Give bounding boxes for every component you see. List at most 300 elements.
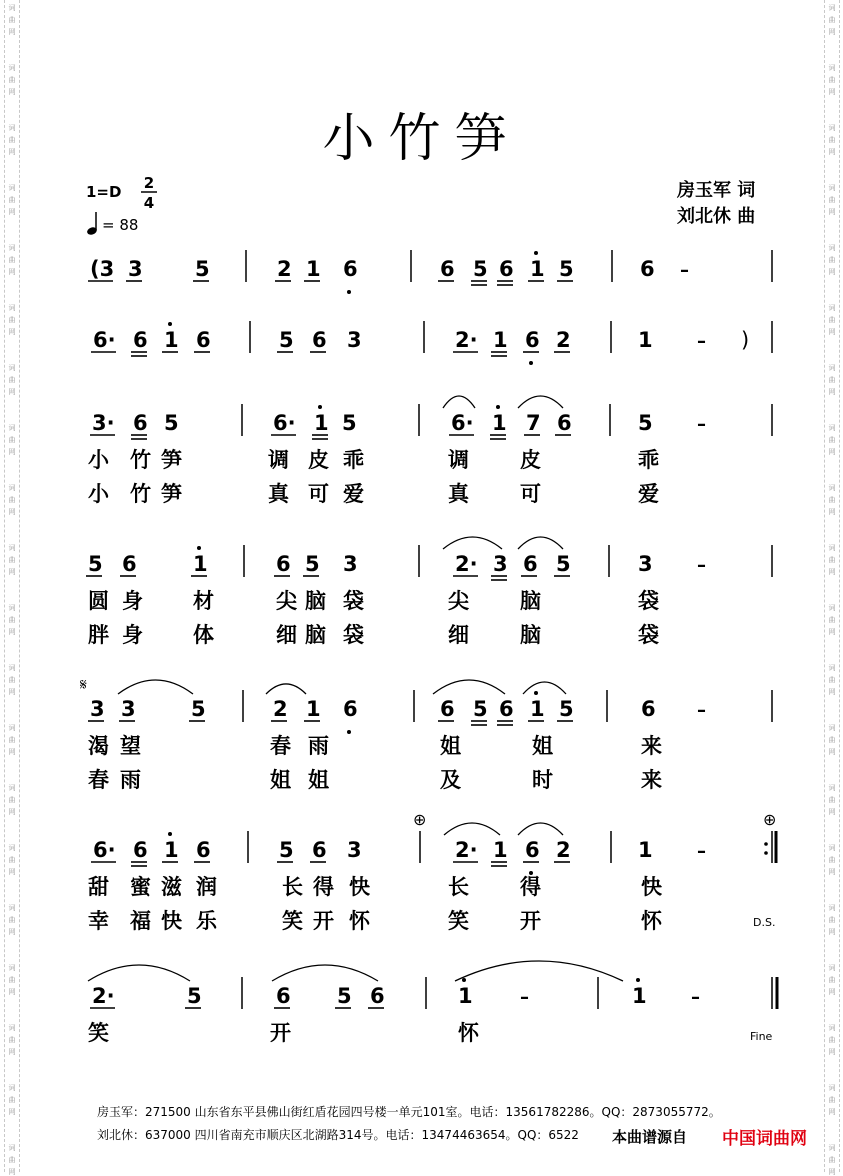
- watermark-char: 曲: [828, 856, 836, 864]
- watermark-char: 曲: [8, 856, 16, 864]
- lyric-char: 竹: [130, 448, 151, 472]
- watermark-char: 网: [8, 448, 16, 456]
- note-numeral: 5: [337, 984, 352, 1008]
- coda-sign: ⊕: [763, 810, 777, 829]
- watermark-char: 网: [8, 1048, 16, 1056]
- watermark-char: 词: [8, 364, 16, 372]
- lyric-char: 笑: [282, 909, 303, 933]
- watermark-char: 曲: [8, 136, 16, 144]
- note-numeral: 6: [523, 552, 538, 576]
- lyric-char: 怀: [458, 1021, 479, 1045]
- lyric-char: 雨: [308, 734, 329, 758]
- note-numeral: 6: [196, 838, 211, 862]
- lyric-char: 得: [520, 875, 541, 899]
- lyric-char: 姐: [308, 768, 329, 792]
- lyric-char: 脑: [520, 623, 541, 647]
- watermark-char: 网: [8, 148, 16, 156]
- octave-dot-below: [347, 730, 351, 734]
- lyric-char: 袋: [343, 623, 364, 647]
- lyric-char: 笑: [88, 1021, 109, 1045]
- slur-tie: [518, 396, 563, 408]
- watermark-char: 词: [8, 964, 16, 972]
- lyric-char: 笑: [448, 909, 469, 933]
- lyric-char: 姐: [270, 768, 291, 792]
- lyric-char: 尖: [448, 589, 469, 613]
- lyric-char: 真: [448, 482, 469, 506]
- slur-tie: [523, 682, 566, 694]
- note-numeral: 5: [191, 697, 206, 721]
- note-numeral: 6: [640, 257, 655, 281]
- lyric-char: 袋: [638, 623, 659, 647]
- note-numeral: 1: [638, 838, 653, 862]
- watermark-char: 词: [828, 964, 836, 972]
- watermark-char: 词: [8, 904, 16, 912]
- octave-dot-above: [496, 405, 500, 409]
- note-numeral: 5: [187, 984, 202, 1008]
- watermark-char: 词: [8, 1144, 16, 1152]
- watermark-char: 曲: [8, 496, 16, 504]
- note-numeral: 6·: [93, 838, 116, 862]
- footer-composer-address: 刘北休：637000 四川省南充市顺庆区北湖路314号。电话：13474463654。QQ：6522: [97, 1128, 579, 1142]
- watermark-char: 曲: [8, 796, 16, 804]
- watermark-char: 词: [8, 544, 16, 552]
- watermark-char: 词: [8, 244, 16, 252]
- time-signature-top: 2: [143, 174, 155, 192]
- watermark-char: 网: [8, 628, 16, 636]
- watermark-char: 网: [828, 748, 836, 756]
- lyric-char: 圆: [88, 589, 109, 613]
- watermark-char: 词: [8, 304, 16, 312]
- watermark-char: 曲: [828, 136, 836, 144]
- note-numeral: 6: [641, 697, 656, 721]
- watermark-char: 曲: [828, 436, 836, 444]
- note-numeral: 5: [305, 552, 320, 576]
- octave-dot-below: [347, 290, 351, 294]
- watermark-char: 网: [828, 208, 836, 216]
- slur-tie: [433, 680, 505, 694]
- note-numeral: 2: [273, 697, 288, 721]
- watermark-char: 网: [8, 688, 16, 696]
- slur-tie: [88, 965, 190, 981]
- lyric-char: 爱: [343, 482, 364, 506]
- watermark-char: 词: [828, 664, 836, 672]
- watermark-char: 网: [828, 928, 836, 936]
- fine-marking: Fine: [750, 1030, 773, 1043]
- watermark-char: 曲: [828, 316, 836, 324]
- lyric-char: 乖: [638, 448, 659, 472]
- watermark-char: 曲: [828, 1096, 836, 1104]
- watermark-char: 词: [8, 604, 16, 612]
- lyric-char: 调: [268, 448, 289, 472]
- watermark-char: 曲: [828, 376, 836, 384]
- lyric-char: 姐: [532, 734, 553, 758]
- watermark-char: 网: [8, 28, 16, 36]
- watermark-char: 曲: [828, 736, 836, 744]
- note-numeral: 3: [343, 552, 358, 576]
- lyric-char: 春: [88, 768, 109, 792]
- note-numeral: 6: [343, 257, 358, 281]
- watermark-char: 网: [8, 508, 16, 516]
- octave-dot-above: [534, 251, 538, 255]
- watermark-char: 曲: [8, 1096, 16, 1104]
- note-numeral: 2·: [455, 328, 478, 352]
- lyric-char: 春: [270, 734, 291, 758]
- lyric-char: 皮: [308, 448, 329, 472]
- lyric-char: 开: [313, 909, 334, 933]
- repeat-dot: [764, 842, 768, 846]
- watermark-char: 词: [828, 364, 836, 372]
- lyric-char: 长: [448, 875, 469, 899]
- lyric-char: 甜: [88, 875, 109, 899]
- lyric-char: 福: [130, 909, 151, 933]
- lyric-char: 得: [313, 875, 334, 899]
- watermark-char: 网: [8, 268, 16, 276]
- note-numeral: 6: [312, 328, 327, 352]
- watermark-char: 曲: [8, 1036, 16, 1044]
- sustain-dash: –: [697, 414, 706, 435]
- note-numeral: 2: [556, 328, 571, 352]
- lyric-char: 蜜: [130, 875, 151, 899]
- note-numeral: 6: [196, 328, 211, 352]
- watermark-char: 词: [828, 1084, 836, 1092]
- watermark-char: 词: [8, 184, 16, 192]
- note-numeral: 5: [88, 552, 103, 576]
- note-numeral: 6: [343, 697, 358, 721]
- watermark-char: 网: [828, 448, 836, 456]
- key-signature: 1=D: [86, 183, 122, 201]
- lyric-char: 滋: [161, 875, 182, 899]
- lyric-char: 体: [193, 623, 214, 647]
- watermark-char: 词: [8, 4, 16, 12]
- watermark-char: 词: [828, 484, 836, 492]
- note-numeral: 6: [122, 552, 137, 576]
- watermark-char: 词: [828, 844, 836, 852]
- note-numeral: 1: [193, 552, 208, 576]
- note-numeral: 6: [525, 838, 540, 862]
- watermark-char: 网: [828, 868, 836, 876]
- note-numeral: 5: [473, 697, 488, 721]
- lyric-char: 雨: [120, 768, 141, 792]
- watermark-char: 词: [828, 64, 836, 72]
- note-numeral: 3: [347, 838, 362, 862]
- lyric-char: 乖: [343, 448, 364, 472]
- repeat-dot: [764, 851, 768, 855]
- watermark-char: 网: [8, 208, 16, 216]
- note-numeral: 3: [128, 257, 143, 281]
- lyric-char: 袋: [343, 589, 364, 613]
- lyric-char: 望: [120, 734, 141, 758]
- watermark-char: 网: [828, 1168, 836, 1176]
- note-numeral: 5: [559, 697, 574, 721]
- octave-dot-above: [168, 322, 172, 326]
- watermark-char: 曲: [828, 916, 836, 924]
- watermark-char: 网: [828, 1108, 836, 1116]
- watermark-char: 曲: [828, 1156, 836, 1164]
- lyric-char: 小: [88, 482, 109, 506]
- watermark-char: 网: [8, 328, 16, 336]
- note-numeral: 3: [121, 697, 136, 721]
- octave-dot-above: [534, 691, 538, 695]
- watermark-char: 曲: [8, 616, 16, 624]
- note-numeral: 6: [133, 411, 148, 435]
- lyric-char: 快: [161, 909, 182, 933]
- composer-credit: 刘北休 曲: [677, 206, 756, 227]
- lyric-char: 调: [448, 448, 469, 472]
- note-numeral: 1: [164, 838, 179, 862]
- watermark-char: 网: [8, 748, 16, 756]
- watermark-char: 词: [8, 424, 16, 432]
- note-numeral: 5: [638, 411, 653, 435]
- coda-sign: ⊕: [413, 810, 427, 829]
- watermark-char: 词: [828, 1144, 836, 1152]
- note-numeral: 6·: [451, 411, 474, 435]
- sustain-dash: –: [697, 841, 706, 862]
- note-numeral: 6: [557, 411, 572, 435]
- watermark-char: 网: [828, 28, 836, 36]
- watermark-char: 曲: [8, 76, 16, 84]
- note-numeral: 1: [492, 411, 507, 435]
- note-numeral: 1: [493, 838, 508, 862]
- slur-tie: [443, 537, 502, 549]
- note-numeral: 5: [556, 552, 571, 576]
- lyric-char: 脑: [305, 623, 326, 647]
- watermark-char: 网: [828, 628, 836, 636]
- note-numeral: 1: [306, 697, 321, 721]
- lyric-char: 快: [349, 875, 370, 899]
- watermark-char: 词: [828, 904, 836, 912]
- note-numeral: 6: [499, 697, 514, 721]
- lyric-char: 笋: [161, 482, 182, 506]
- watermark-char: 曲: [828, 16, 836, 24]
- note-numeral: 5: [164, 411, 179, 435]
- watermark-char: 网: [828, 508, 836, 516]
- note-numeral: 5: [195, 257, 210, 281]
- lyric-char: 开: [520, 909, 541, 933]
- note-numeral: 2·: [455, 838, 478, 862]
- lyric-char: 姐: [440, 734, 461, 758]
- watermark-char: 词: [828, 244, 836, 252]
- watermark-char: 网: [8, 868, 16, 876]
- time-signature-bottom: 4: [143, 194, 155, 212]
- note-numeral: 6: [276, 552, 291, 576]
- watermark-char: 曲: [828, 676, 836, 684]
- lyric-char: 润: [196, 875, 217, 899]
- note-numeral: (3: [90, 257, 115, 281]
- watermark-char: 曲: [828, 556, 836, 564]
- note-numeral: 6: [133, 328, 148, 352]
- octave-dot-above: [636, 978, 640, 982]
- lyric-char: 竹: [130, 482, 151, 506]
- source-site-logo: 中国词曲网: [722, 1129, 807, 1149]
- note-numeral: 3: [347, 328, 362, 352]
- lyric-char: 长: [282, 875, 303, 899]
- watermark-char: 网: [828, 148, 836, 156]
- lyric-char: 渴: [88, 734, 109, 758]
- watermark-char: 网: [828, 388, 836, 396]
- watermark-char: 词: [828, 1024, 836, 1032]
- slur-tie: [266, 684, 306, 694]
- closing-paren: ): [741, 328, 750, 352]
- watermark-char: 词: [828, 604, 836, 612]
- watermark-char: 词: [8, 784, 16, 792]
- source-label: 本曲谱源自: [612, 1128, 688, 1146]
- watermark-char: 曲: [8, 436, 16, 444]
- watermark-char: 网: [8, 808, 16, 816]
- watermark-char: 网: [8, 568, 16, 576]
- note-numeral: 5: [342, 411, 357, 435]
- note-numeral: 3: [90, 697, 105, 721]
- footer-lyricist-address: 房玉军：271500 山东省东平县佛山街红盾花园四号楼一单元101室。电话：13561782286。QQ：2873055772。: [97, 1105, 721, 1119]
- watermark-char: 词: [8, 724, 16, 732]
- note-numeral: 6: [370, 984, 385, 1008]
- slur-tie: [443, 396, 475, 408]
- note-numeral: 1: [314, 411, 329, 435]
- lyric-char: 脑: [305, 589, 326, 613]
- octave-dot-above: [462, 978, 466, 982]
- note-numeral: 1: [493, 328, 508, 352]
- note-numeral: 5: [473, 257, 488, 281]
- watermark-char: 词: [828, 424, 836, 432]
- song-title: 小竹笋: [322, 109, 521, 169]
- note-numeral: 2: [277, 257, 292, 281]
- lyric-char: 细: [276, 623, 297, 647]
- note-numeral: 3: [493, 552, 508, 576]
- slur-tie: [118, 680, 193, 694]
- lyric-char: 快: [641, 875, 662, 899]
- note-numeral: 6·: [273, 411, 296, 435]
- watermark-char: 网: [828, 268, 836, 276]
- watermark-char: 曲: [8, 916, 16, 924]
- lyric-char: 皮: [520, 448, 541, 472]
- watermark-char: 网: [828, 88, 836, 96]
- watermark-char: 网: [828, 988, 836, 996]
- sustain-dash: –: [520, 987, 529, 1008]
- note-numeral: 1: [458, 984, 473, 1008]
- sustain-dash: –: [697, 700, 706, 721]
- watermark-char: 网: [8, 1168, 16, 1176]
- lyric-char: 脑: [520, 589, 541, 613]
- octave-dot-below: [529, 361, 533, 365]
- note-numeral: 5: [279, 328, 294, 352]
- watermark-char: 曲: [828, 256, 836, 264]
- segno-sign: 𝄋: [80, 675, 87, 694]
- sustain-dash: –: [691, 987, 700, 1008]
- note-numeral: 6: [440, 257, 455, 281]
- watermark-char: 词: [828, 184, 836, 192]
- note-numeral: 1: [632, 984, 647, 1008]
- watermark-char: 曲: [828, 196, 836, 204]
- watermark-char: 词: [8, 664, 16, 672]
- watermark-char: 曲: [828, 976, 836, 984]
- note-numeral: 5: [279, 838, 294, 862]
- note-numeral: 1: [638, 328, 653, 352]
- note-numeral: 6: [499, 257, 514, 281]
- lyric-char: 胖: [88, 623, 109, 647]
- note-numeral: 6: [440, 697, 455, 721]
- lyric-char: 及: [440, 768, 461, 792]
- watermark-char: 网: [828, 568, 836, 576]
- watermark-char: 词: [8, 64, 16, 72]
- note-numeral: 7: [526, 411, 541, 435]
- note-numeral: 2: [556, 838, 571, 862]
- slur-tie: [272, 965, 378, 981]
- tempo-marking: = 88: [102, 216, 139, 234]
- lyric-char: 可: [520, 482, 541, 506]
- slur-tie: [518, 823, 563, 835]
- lyric-char: 可: [308, 482, 329, 506]
- lyric-char: 身: [122, 623, 143, 647]
- watermark-char: 词: [8, 124, 16, 132]
- lyric-char: 来: [641, 768, 662, 792]
- watermark-char: 网: [828, 328, 836, 336]
- note-numeral: 1: [164, 328, 179, 352]
- watermark-char: 曲: [828, 796, 836, 804]
- note-numeral: 6: [276, 984, 291, 1008]
- lyric-char: 幸: [88, 909, 109, 933]
- watermark-char: 词: [8, 844, 16, 852]
- lyric-char: 细: [448, 623, 469, 647]
- watermark-char: 曲: [8, 316, 16, 324]
- watermark-char: 网: [8, 1108, 16, 1116]
- watermark-char: 曲: [8, 196, 16, 204]
- watermark-char: 曲: [828, 1036, 836, 1044]
- watermark-char: 曲: [8, 976, 16, 984]
- lyric-char: 开: [270, 1021, 291, 1045]
- note-numeral: 6: [525, 328, 540, 352]
- lyric-char: 时: [532, 768, 553, 792]
- watermark-char: 网: [8, 988, 16, 996]
- note-numeral: 5: [559, 257, 574, 281]
- watermark-char: 曲: [8, 676, 16, 684]
- watermark-char: 词: [828, 124, 836, 132]
- watermark-char: 词: [8, 1024, 16, 1032]
- lyric-char: 怀: [641, 909, 662, 933]
- lyric-char: 怀: [349, 909, 370, 933]
- ds-marking: D.S.: [753, 916, 776, 929]
- watermark-char: 词: [8, 484, 16, 492]
- lyric-char: 材: [193, 589, 214, 613]
- watermark-char: 曲: [828, 616, 836, 624]
- octave-dot-above: [168, 832, 172, 836]
- watermark-char: 曲: [828, 496, 836, 504]
- watermark-char: 网: [828, 1048, 836, 1056]
- watermark-char: 词: [8, 1084, 16, 1092]
- octave-dot-above: [197, 546, 201, 550]
- note-numeral: 6·: [93, 328, 116, 352]
- watermark-char: 词: [828, 724, 836, 732]
- lyric-char: 小: [88, 448, 109, 472]
- watermark-char: 词: [828, 544, 836, 552]
- watermark-char: 网: [8, 928, 16, 936]
- watermark-char: 词: [828, 304, 836, 312]
- lyric-char: 笋: [161, 448, 182, 472]
- sustain-dash: –: [697, 555, 706, 576]
- sustain-dash: –: [680, 260, 689, 281]
- note-numeral: 6: [133, 838, 148, 862]
- note-numeral: 1: [530, 257, 545, 281]
- watermark-char: 曲: [8, 256, 16, 264]
- lyric-char: 袋: [638, 589, 659, 613]
- watermark-char: 网: [828, 808, 836, 816]
- lyric-char: 爱: [638, 482, 659, 506]
- watermark-char: 网: [8, 388, 16, 396]
- watermark-char: 曲: [8, 16, 16, 24]
- watermark-char: 网: [8, 88, 16, 96]
- lyric-char: 乐: [196, 909, 217, 933]
- watermark-char: 曲: [8, 556, 16, 564]
- lyric-char: 尖: [276, 589, 297, 613]
- watermark-char: 曲: [828, 76, 836, 84]
